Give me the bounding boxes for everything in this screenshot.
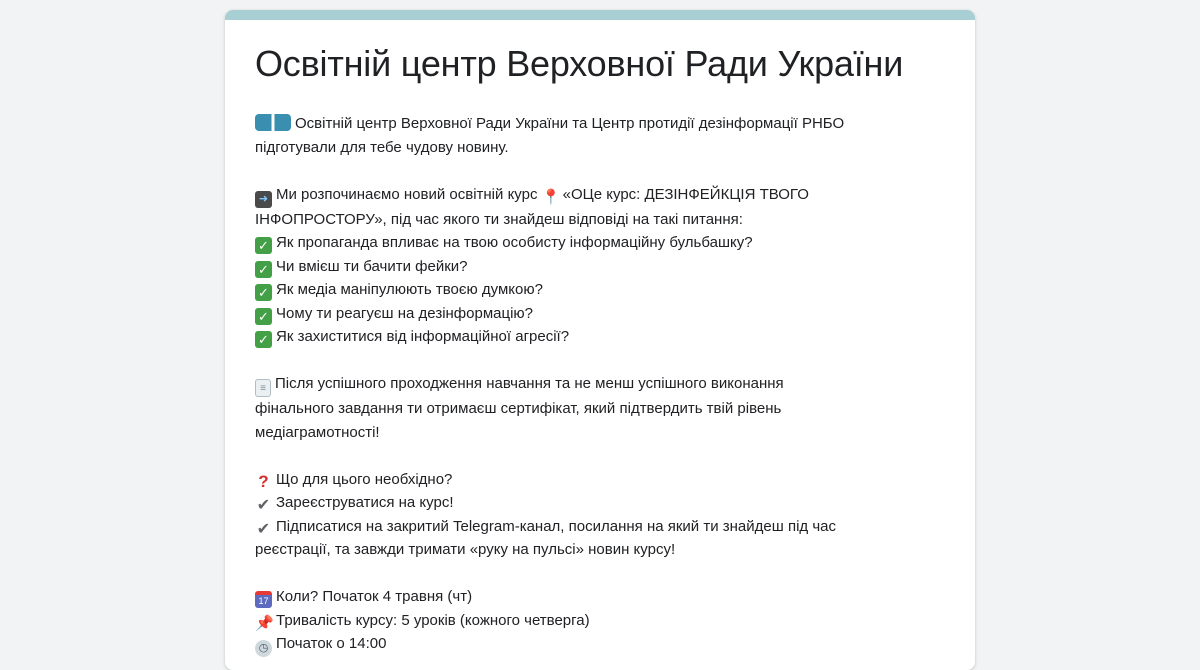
description-line bbox=[255, 609, 945, 633]
document-icon: ≡ bbox=[255, 379, 271, 397]
check-mark-icon: ✓ bbox=[255, 331, 272, 348]
check-mark-icon: ✓ bbox=[255, 261, 272, 278]
description-line bbox=[255, 491, 945, 515]
description-text: Як пропаганда впливає на твою особисту інформаційну бульбашку? bbox=[276, 234, 753, 251]
form-header bbox=[225, 20, 975, 657]
description-text: реєстрації, та завжди тримати «руку на пульсі» новин курсу! bbox=[255, 541, 676, 558]
description-blank-line bbox=[255, 349, 945, 373]
clock-icon: ◷ bbox=[255, 640, 272, 657]
description-text: Коли? Початок 4 травня (чт) bbox=[276, 588, 473, 605]
description-line bbox=[255, 468, 945, 492]
description-line bbox=[255, 397, 945, 421]
description-line bbox=[255, 278, 945, 302]
heavy-check-icon: ✔ bbox=[256, 497, 271, 514]
form-title: Освітній центр Верховної Ради України bbox=[255, 43, 904, 84]
description-text: Тривалість курсу: 5 уроків (кожного четверга) bbox=[276, 611, 590, 629]
description-line bbox=[255, 515, 945, 539]
description-text: Що для цього необхідно? bbox=[276, 470, 453, 488]
description-line bbox=[255, 208, 945, 232]
description-blank-line bbox=[255, 562, 945, 586]
form-card bbox=[225, 10, 975, 670]
check-mark-icon: ✓ bbox=[255, 237, 272, 254]
description-text: підготували для тебе чудову новину. bbox=[255, 138, 509, 156]
calendar-icon: 17 bbox=[255, 591, 272, 608]
description-text: фінального завдання ти отримаєш сертифікат, який підтвердить твій рівень bbox=[255, 400, 782, 417]
description-line bbox=[255, 183, 945, 208]
description-line bbox=[255, 632, 945, 657]
description-line bbox=[255, 372, 945, 397]
heavy-check-icon: ✔ bbox=[256, 520, 271, 538]
form-description bbox=[255, 112, 945, 657]
description-text: «ОЦе курс: ДЕЗІНФЕЙКЦІЯ ТВОГО bbox=[562, 185, 809, 203]
description-line bbox=[255, 231, 945, 255]
description-blank-line bbox=[255, 444, 945, 468]
description-text: Початок о 14:00 bbox=[276, 635, 387, 652]
description-text: Чи вмієш ти бачити фейки? bbox=[276, 257, 468, 275]
description-text: Ми розпочинаємо новий освітній курс bbox=[276, 185, 538, 203]
description-line bbox=[255, 585, 945, 609]
description-line bbox=[255, 112, 945, 136]
mobile-phone-arrow-icon: ➜ bbox=[255, 191, 272, 208]
description-line bbox=[255, 325, 945, 349]
round-pushpin-icon: 📍 bbox=[541, 188, 561, 206]
description-line bbox=[255, 538, 945, 562]
description-text: Підписатися на закритий Telegram-канал, посилання на який ти знайдеш під час bbox=[276, 517, 836, 535]
description-text: медіаграмотності! bbox=[255, 423, 380, 441]
description-text: Зареєструватися на курс! bbox=[276, 494, 454, 511]
description-text: Освітній центр Верховної Ради України та Центр протидії дезінформації РНБО bbox=[295, 115, 845, 132]
description-line bbox=[255, 255, 945, 279]
question-mark-icon: ? bbox=[258, 471, 269, 491]
check-mark-icon: ✓ bbox=[255, 284, 272, 301]
pushpin-icon: 📌 bbox=[255, 614, 274, 632]
description-text: Як медіа маніпулюють твоєю думкою? bbox=[276, 281, 543, 298]
description-text: ІНФОПРОСТОРУ», під час якого ти знайдеш відповіді на такі питання: bbox=[255, 210, 743, 228]
description-text: Після успішного проходження навчання та не менш успішного виконання bbox=[275, 375, 784, 392]
description-blank-line bbox=[255, 159, 945, 183]
description-line bbox=[255, 421, 945, 445]
people-emoji-icon bbox=[255, 114, 291, 131]
description-text: Як захиститися від інформаційної агресії? bbox=[276, 328, 570, 345]
description-line bbox=[255, 302, 945, 326]
form-header-accent-bar bbox=[225, 10, 975, 20]
description-text: Чому ти реагуєш на дезінформацію? bbox=[276, 304, 534, 322]
check-mark-icon: ✓ bbox=[255, 308, 272, 325]
description-line bbox=[255, 136, 945, 160]
